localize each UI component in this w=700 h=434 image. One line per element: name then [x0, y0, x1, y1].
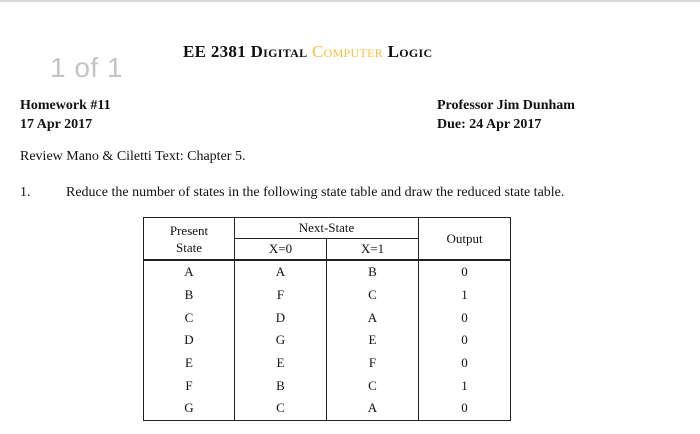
- present-state-cell: G: [144, 397, 235, 420]
- page-counter: 1 of 1: [50, 52, 124, 83]
- professor-name: Professor Jim Dunham: [437, 98, 575, 113]
- due-date: Due: 24 Apr 2017: [437, 117, 542, 132]
- next-state-x0-cell: B: [235, 374, 327, 397]
- output-cell: 0: [419, 260, 511, 284]
- present-state-cell: C: [144, 306, 235, 329]
- present-state-cell: D: [144, 329, 235, 352]
- problem-number: 1.: [20, 185, 31, 200]
- problem-text: Reduce the number of states in the following state table and draw the reduced state table.: [66, 185, 565, 200]
- next-state-x1-cell: C: [327, 374, 419, 397]
- next-state-x0-cell: G: [235, 329, 327, 352]
- next-state-x0-cell: C: [235, 397, 327, 420]
- state-table: [143, 217, 511, 421]
- next-state-x1-cell: E: [327, 329, 419, 352]
- next-state-header: Next-State: [235, 218, 419, 239]
- table-row: [144, 329, 511, 352]
- course-title: [183, 42, 432, 62]
- x1-header: X=1: [327, 239, 419, 261]
- next-state-x0-cell: D: [235, 306, 327, 329]
- course-title-part1: EE 2381 Digital: [183, 42, 312, 61]
- homework-info: [20, 96, 111, 134]
- output-cell: 0: [419, 397, 511, 420]
- present-state-cell: F: [144, 374, 235, 397]
- output-cell: 1: [419, 284, 511, 307]
- next-state-x0-cell: A: [235, 260, 327, 284]
- table-row: [144, 306, 511, 329]
- next-state-x1-cell: A: [327, 397, 419, 420]
- review-line: Review Mano & Ciletti Text: Chapter 5.: [20, 149, 246, 164]
- x0-header: X=0: [235, 239, 327, 261]
- present-state-cell: B: [144, 284, 235, 307]
- next-state-x0-cell: E: [235, 352, 327, 375]
- table-row: [144, 397, 511, 420]
- present-state-cell: E: [144, 352, 235, 375]
- professor-info: [437, 96, 575, 134]
- table-row: [144, 284, 511, 307]
- output-cell: 1: [419, 374, 511, 397]
- output-cell: 0: [419, 329, 511, 352]
- present-state-cell: A: [144, 260, 235, 284]
- next-state-x0-cell: F: [235, 284, 327, 307]
- next-state-x1-cell: B: [327, 260, 419, 284]
- homework-number: Homework #11: [20, 98, 111, 113]
- present-header-line2: State: [176, 239, 202, 255]
- next-state-x1-cell: C: [327, 284, 419, 307]
- present-header-line1: Present: [169, 222, 209, 238]
- top-divider: [0, 0, 700, 2]
- table-row: [144, 374, 511, 397]
- next-state-x1-cell: F: [327, 352, 419, 375]
- next-state-x1-cell: A: [327, 306, 419, 329]
- present-state-header: [144, 218, 235, 261]
- homework-date: 17 Apr 2017: [20, 117, 93, 132]
- output-cell: 0: [419, 306, 511, 329]
- table-row: [144, 260, 511, 284]
- output-cell: 0: [419, 352, 511, 375]
- course-title-accent: Computer: [311, 42, 384, 61]
- course-title-part2: Logic: [383, 42, 433, 61]
- table-row: [144, 352, 511, 375]
- output-header: Output: [419, 218, 511, 261]
